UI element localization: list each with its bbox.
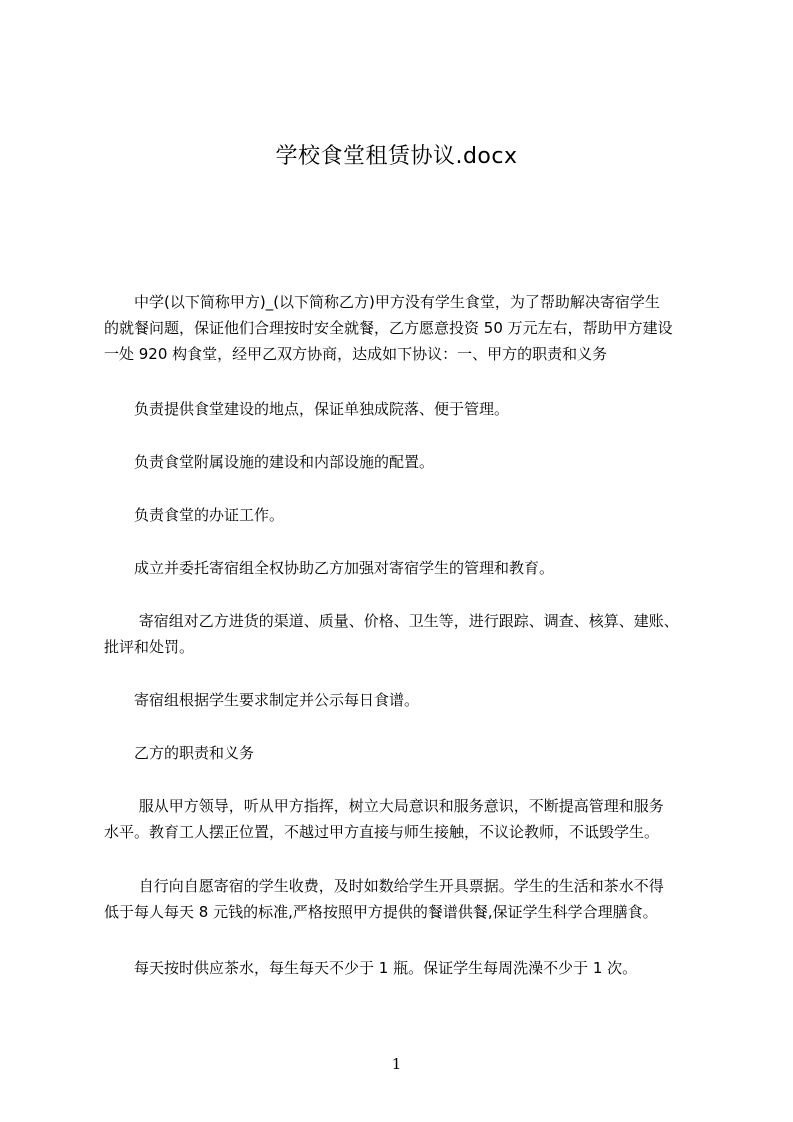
paragraph-line: 成立并委托寄宿组全权协助乙方加强对寄宿学生的管理和教育。 <box>104 559 555 577</box>
paragraph-line: 自行向自愿寄宿的学生收费，及时如数给学生开具票据。学生的生活和茶水不得 <box>104 877 664 895</box>
paragraph-line: 水平。教育工人摆正位置，不越过甲方直接与师生接触，不议论教师，不诋毁学生。 <box>104 823 660 841</box>
paragraph-line: 负责食堂的办证工作。 <box>104 506 285 524</box>
paragraph-line: 批评和处罚。 <box>104 638 195 656</box>
paragraph-line: 乙方的职责和义务 <box>104 744 255 762</box>
paragraph-menu <box>104 687 708 713</box>
paragraph-obedience <box>104 793 708 845</box>
paragraph-line: 一处 920 构食堂，经甲乙双方协商，达成如下协议：一、甲方的职责和义务 <box>104 345 608 363</box>
paragraph-line: 负责提供食堂建设的地点，保证单独成院落、便于管理。 <box>104 400 510 418</box>
paragraph-dorm-group <box>104 555 708 581</box>
paragraph-line: 的就餐问题，保证他们合理按时安全就餐，乙方愿意投资 50 万元左右，帮助甲方建设 <box>104 319 673 337</box>
paragraph-line: 寄宿组对乙方进货的渠道、质量、价格、卫生等，进行跟踪、调查、核算、建账、 <box>104 612 679 630</box>
paragraph-line: 负责食堂附属设施的建设和内部设施的配置。 <box>104 453 435 471</box>
paragraph-intro <box>104 289 708 367</box>
page-number: 1 <box>391 1055 402 1073</box>
paragraph-line: 低于每人每天 8 元钱的标准,严格按照甲方提供的餐谱供餐,保证学生科学合理膳食。 <box>104 903 658 921</box>
paragraph-line: 每天按时供应茶水，每生每天不少于 1 瓶。保证学生每周洗澡不少于 1 次。 <box>104 959 638 977</box>
paragraph-fees <box>104 873 708 925</box>
document-title: 学校食堂租赁协议.docx <box>275 144 518 169</box>
paragraph-line: 寄宿组根据学生要求制定并公示每日食谱。 <box>104 691 420 709</box>
paragraph-site <box>104 396 708 422</box>
paragraph-line: 中学(以下简称甲方)_(以下简称乙方)甲方没有学生食堂，为了帮助解决寄宿学生 <box>104 293 660 311</box>
paragraph-facilities <box>104 449 708 475</box>
paragraph-license <box>104 502 708 528</box>
paragraph-supervision <box>104 608 708 660</box>
paragraph-line: 服从甲方领导，听从甲方指挥，树立大局意识和服务意识，不断提高管理和服务 <box>104 797 664 815</box>
paragraph-tea-water <box>104 955 708 981</box>
section-heading-party-b <box>104 740 708 766</box>
